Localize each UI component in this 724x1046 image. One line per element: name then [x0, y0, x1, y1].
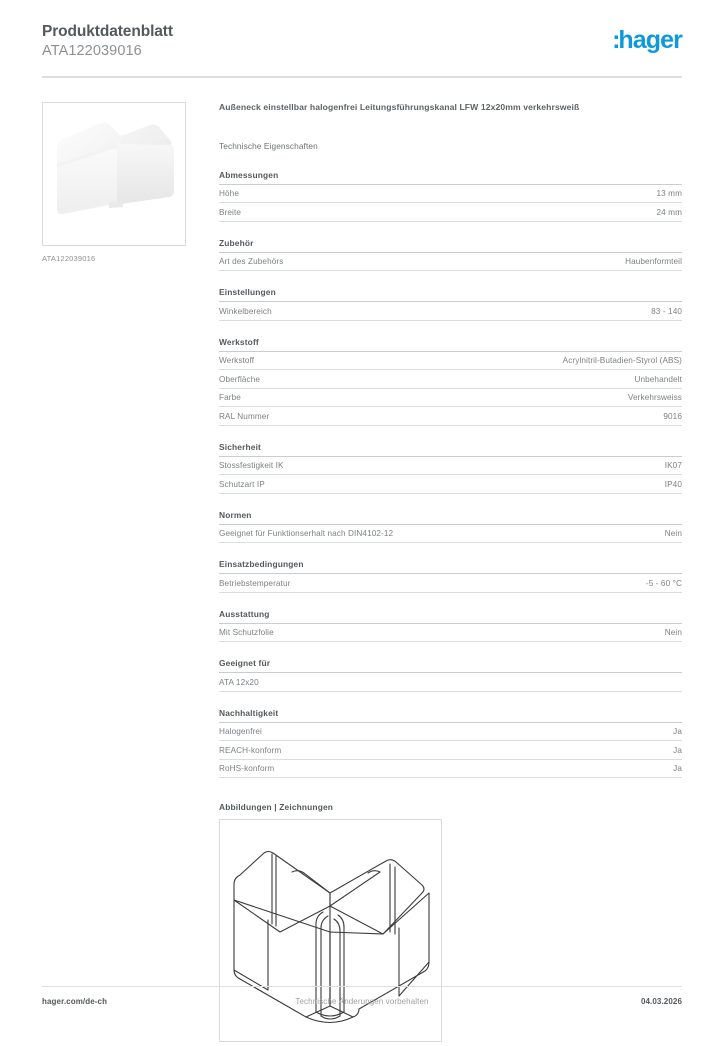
spec-value: Ja [673, 745, 682, 755]
spec-value: Unbehandelt [634, 374, 682, 384]
spec-label: Halogenfrei [219, 727, 262, 737]
page-footer [42, 986, 682, 1006]
spec-row [219, 203, 682, 222]
spec-label: REACH-konform [219, 745, 282, 755]
spec-group [219, 609, 682, 643]
spec-value: Ja [673, 727, 682, 737]
logo-wordmark: hager [618, 26, 682, 54]
product-name: Außeneck einstellbar halogenfrei Leitungsführungskanal LFW 12x20mm verkehrsweiß [219, 102, 580, 113]
spec-label: ATA 12x20 [219, 677, 259, 687]
spec-label: Farbe [219, 393, 241, 403]
spec-group-title: Einstellungen [219, 287, 682, 302]
product-reference: ATA122039016 [42, 42, 142, 59]
spec-group-title: Normen [219, 510, 682, 525]
spec-group [219, 510, 682, 544]
spec-label: Betriebstemperatur [219, 578, 291, 588]
page-header [42, 0, 682, 60]
spec-group-title: Abmessungen [219, 170, 682, 185]
spec-label: Mit Schutzfolie [219, 628, 274, 638]
spec-row [219, 673, 682, 692]
spec-group-title: Geeignet für [219, 658, 682, 673]
spec-value: Ja [673, 764, 682, 774]
spec-label: Schutzart IP [219, 479, 265, 489]
footer-website-link[interactable]: hager.com/de-ch [42, 997, 108, 1006]
spec-label: Breite [219, 207, 241, 217]
spec-value: Verkehrsweiss [627, 393, 682, 403]
spec-row [219, 574, 682, 593]
spec-row [219, 185, 682, 204]
spec-group-title: Zubehör [219, 238, 682, 253]
spec-group [219, 708, 682, 779]
spec-group [219, 559, 682, 593]
spec-row [219, 525, 682, 544]
spec-group [219, 658, 682, 692]
spec-label: Höhe [219, 189, 239, 199]
page-title: Produktdatenblatt [42, 23, 173, 40]
spec-label: RAL Nummer [219, 411, 270, 421]
footer-date: 04.03.2026 [640, 997, 682, 1006]
page-content [42, 78, 682, 1042]
product-image-column [42, 102, 201, 1042]
spec-value: Haubenformteil [625, 257, 682, 267]
spec-value: IP40 [664, 479, 682, 489]
spec-row [219, 407, 682, 426]
spec-row [219, 302, 682, 321]
spec-value: 9016 [663, 411, 682, 421]
spec-label: Winkelbereich [219, 306, 272, 316]
spec-row [219, 352, 682, 371]
product-photo-outside-corner-duct-icon [43, 103, 185, 245]
spec-row [219, 457, 682, 476]
spec-value: Acrylnitril-Butadien-Styrol (ABS) [562, 356, 682, 366]
spec-value: 83 - 140 [651, 306, 682, 316]
spec-value: 13 mm [656, 189, 682, 199]
spec-label: Stossfestigkeit IK [219, 461, 284, 471]
drawings-section [219, 802, 682, 1042]
footer-row [42, 987, 682, 1006]
logo-colon-icon: : [612, 26, 619, 54]
spec-group [219, 337, 682, 426]
spec-group-title: Sicherheit [219, 442, 682, 457]
line-drawing-outside-corner-duct-icon [220, 820, 441, 1041]
spec-group-title: Nachhaltigkeit [219, 708, 682, 723]
spec-label: Art des Zubehörs [219, 257, 284, 267]
footer-disclaimer: Technische Änderungen vorbehalten [295, 997, 429, 1006]
spec-row [219, 760, 682, 779]
technical-drawing-frame [219, 819, 442, 1042]
spec-group-title: Werkstoff [219, 337, 682, 352]
spec-row [219, 741, 682, 760]
spec-row [219, 370, 682, 389]
spec-value: Nein [664, 529, 682, 539]
spec-group [219, 442, 682, 494]
drawings-heading: Abbildungen | Zeichnungen [219, 802, 334, 813]
spec-group-title: Einsatzbedingungen [219, 559, 682, 574]
spec-label: Geeignet für Funktionserhalt nach DIN4102-12 [219, 529, 394, 539]
spec-label: RoHS-konform [219, 764, 275, 774]
product-photo-caption: ATA122039016 [42, 254, 96, 264]
spec-value: 24 mm [656, 207, 682, 217]
spec-row [219, 475, 682, 494]
spec-value: -5 - 60 °C [645, 578, 682, 588]
technical-properties-heading: Technische Eigenschaften [219, 140, 318, 151]
specifications-table [219, 170, 682, 779]
spec-label: Oberfläche [219, 374, 261, 384]
spec-group-title: Ausstattung [219, 609, 682, 624]
spec-group [219, 170, 682, 222]
specifications-column [201, 102, 682, 1042]
spec-value: IK07 [664, 461, 682, 471]
product-photo-frame [42, 102, 186, 246]
spec-group [219, 287, 682, 321]
hager-logo [612, 22, 682, 53]
spec-value: Nein [664, 628, 682, 638]
spec-row [219, 389, 682, 408]
spec-row [219, 624, 682, 643]
header-titles [42, 22, 173, 60]
spec-row [219, 723, 682, 742]
spec-label: Werkstoff [219, 356, 255, 366]
spec-row [219, 253, 682, 272]
spec-group [219, 238, 682, 272]
